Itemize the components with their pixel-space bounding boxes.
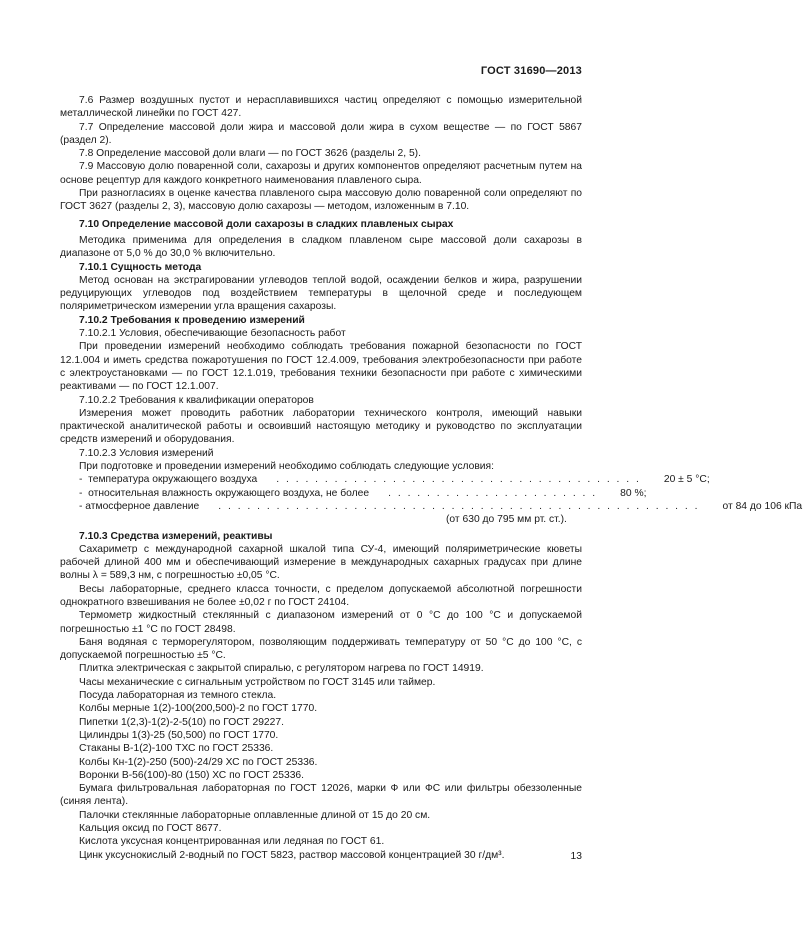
paragraph-operators: Измерения может проводить работник лаборатории технического контроля, имеющий навыки практической аналитической работы и освоивший настоящую методику и руководство по эксплуатации средств измерений и оборудования. [60, 407, 582, 446]
paragraph-scales: Весы лабораторные, среднего класса точности, с пределом допускаемой абсолютной погрешности однократного взвешивания не более ±0,02 г по ГОСТ 24104. [60, 583, 582, 608]
page-number: 13 [570, 851, 582, 862]
condition-row [60, 473, 710, 486]
paragraph-water-bath: Баня водяная с терморегулятором, позволяющим поддерживать температуру от 50 °С до 100 °С, с допускаемой погрешностью ±5 °С. [60, 636, 582, 662]
conditions-list [60, 473, 803, 526]
condition-row [60, 500, 803, 513]
subsection-heading-7-10-3: 7.10.3 Средства измерений, реактивы [79, 530, 273, 542]
paragraph-zinc-acetate: Цинк уксуснокислый 2-водный по ГОСТ 5823, раствор массовой концентрацией 30 г/дм³. [79, 849, 505, 861]
paragraph-cylinders: Цилиндры 1(3)-25 (50,500) по ГОСТ 1770. [79, 729, 279, 741]
paragraph-acetic-acid: Кислота уксусная концентрированная или ледяная по ГОСТ 61. [79, 836, 385, 848]
paragraph-7-6: 7.6 Размер воздушных пустот и нерасплавившихся частиц определяют с помощью измерительной металлической линейки по ГОСТ 427. [60, 95, 582, 120]
paragraph-filter-paper: Бумага фильтровальная лабораторная по ГОСТ 12026, марки Ф или ФС или фильтры обеззоленные (синяя лента). [60, 783, 582, 808]
clause-heading-7-10-2-1: 7.10.2.1 Условия, обеспечивающие безопасность работ [79, 328, 346, 340]
clause-heading-7-10-2-3: 7.10.2.3 Условия измерений [79, 447, 214, 459]
condition-leader-dots: . . . . . . . . . . . . . . . . . . . . . . . . . . . . . . . . . . . . . . . . . . . . . . . . . . [218, 500, 700, 512]
paragraph-7-9: 7.9 Массовую долю поваренной соли, сахарозы и других компонентов определяют расчетным путем на основе рецептур для каждого конкретного наименования плавленого сыра. [60, 161, 582, 186]
paragraph-method-scope: Методика применима для определения в сладком плавленом сыре массовой доли сахарозы в диапазоне от 5,0 % до 30,0 % включительно. [60, 234, 582, 260]
paragraph-glass-rods: Палочки стеклянные лабораторные оплавленные длиной от 15 до 20 см. [79, 809, 431, 821]
paragraph-clock: Часы механические с сигнальным устройством по ГОСТ 3145 или таймер. [79, 676, 436, 688]
condition-leader-dots: . . . . . . . . . . . . . . . . . . . . . . [388, 487, 598, 499]
condition-pressure-mmhg: (от 630 до 795 мм рт. ст.). [446, 514, 567, 526]
condition-row [60, 487, 647, 500]
paragraph-conical-flasks: Колбы Кн-1(2)-250 (500)-24/29 ХС по ГОСТ 25336. [79, 756, 318, 768]
condition-value: от 84 до 106 кПа [722, 500, 803, 512]
section-heading-7-10: 7.10 Определение массовой доли сахарозы в сладких плавленых сырах [79, 218, 454, 230]
paragraph-safety: При проведении измерений необходимо соблюдать требования пожарной безопасности по ГОСТ 12.1.004 и иметь средства пожаротушения по ГОСТ 12.4.009, требования электробезопасности при работе с электроустановками — по ГОСТ 12.1.019, требования техники безопасности при работе с химическими реактивами — по ГОСТ 12.1.007. [60, 341, 582, 393]
paragraph-pipettes: Пипетки 1(2,3)-1(2)-2-5(10) по ГОСТ 29227. [79, 716, 284, 728]
paragraph-conditions-intro: При подготовке и проведении измерений необходимо соблюдать следующие условия: [79, 461, 494, 473]
paragraph-volumetric-flasks: Колбы мерные 1(2)-100(200,500)-2 по ГОСТ 1770. [79, 703, 318, 715]
paragraph-saccharimeter: Сахариметр с международной сахарной шкалой типа СУ-4, имеющий поляриметрические кюветы рабочей длиной 400 мм и обеспечивающий измерение в международных сахарных градусах при длине волны λ = 589,3 нм, с погрешностью ±0,05 °С. [60, 543, 582, 582]
paragraph-hotplate: Плитка электрическая с закрытой спиралью, с регулятором нагрева по ГОСТ 14919. [79, 663, 484, 675]
condition-value: 20 ± 5 °С; [663, 474, 710, 486]
clause-heading-7-10-2-2: 7.10.2.2 Требования к квалификации операторов [79, 394, 314, 406]
condition-label: - атмосферное давление [79, 500, 200, 512]
paragraph-thermometer: Термометр жидкостный стеклянный с диапазоном измерений от 0 °С до 100 °С и допускаемой погрешностью ±1 °С по ГОСТ 28498. [60, 610, 582, 635]
paragraph-calcium-oxide: Кальция оксид по ГОСТ 8677. [79, 823, 222, 835]
paragraph-beakers: Стаканы В-1(2)-100 ТХС по ГОСТ 25336. [79, 743, 274, 755]
subsection-heading-7-10-2: 7.10.2 Требования к проведению измерений [79, 314, 305, 326]
paragraph-glassware: Посуда лабораторная из темного стекла. [79, 690, 277, 702]
condition-label: - температура окружающего воздуха [79, 474, 258, 486]
document-code-header: ГОСТ 31690—2013 [480, 65, 582, 77]
condition-leader-dots: . . . . . . . . . . . . . . . . . . . . . . . . . . . . . . . . . . . . . . [276, 474, 641, 486]
paragraph-7-7: 7.7 Определение массовой доли жира и массовой доли жира в сухом веществе — по ГОСТ 5867 (раздел 2). [60, 121, 582, 146]
paragraph-funnels: Воронки В-56(100)-80 (150) ХС по ГОСТ 25336. [79, 769, 305, 781]
condition-label: - относительная влажность окружающего воздуха, не более [79, 487, 370, 499]
paragraph-7-8: 7.8 Определение массовой доли влаги — по ГОСТ 3626 (разделы 2, 5). [79, 148, 421, 160]
condition-value: 80 %; [620, 487, 647, 499]
document-body [60, 94, 803, 862]
paragraph-disagreements: При разногласиях в оценке качества плавленого сыра массовую долю поваренной соли определяют по ГОСТ 3627 (разделы 2, 3), массовую долю сахарозы — методом, изложенным в 7.10. [60, 188, 582, 213]
paragraph-method-essence: Метод основан на экстрагировании углеводов теплой водой, осаждении белков и жира, разрушении редуцирующих углеводов под воздействием температуры в щелочной среде и последующем поляриметрическом измерении угла вращения сахарозы. [60, 274, 582, 313]
subsection-heading-7-10-1: 7.10.1 Сущность метода [79, 261, 202, 273]
